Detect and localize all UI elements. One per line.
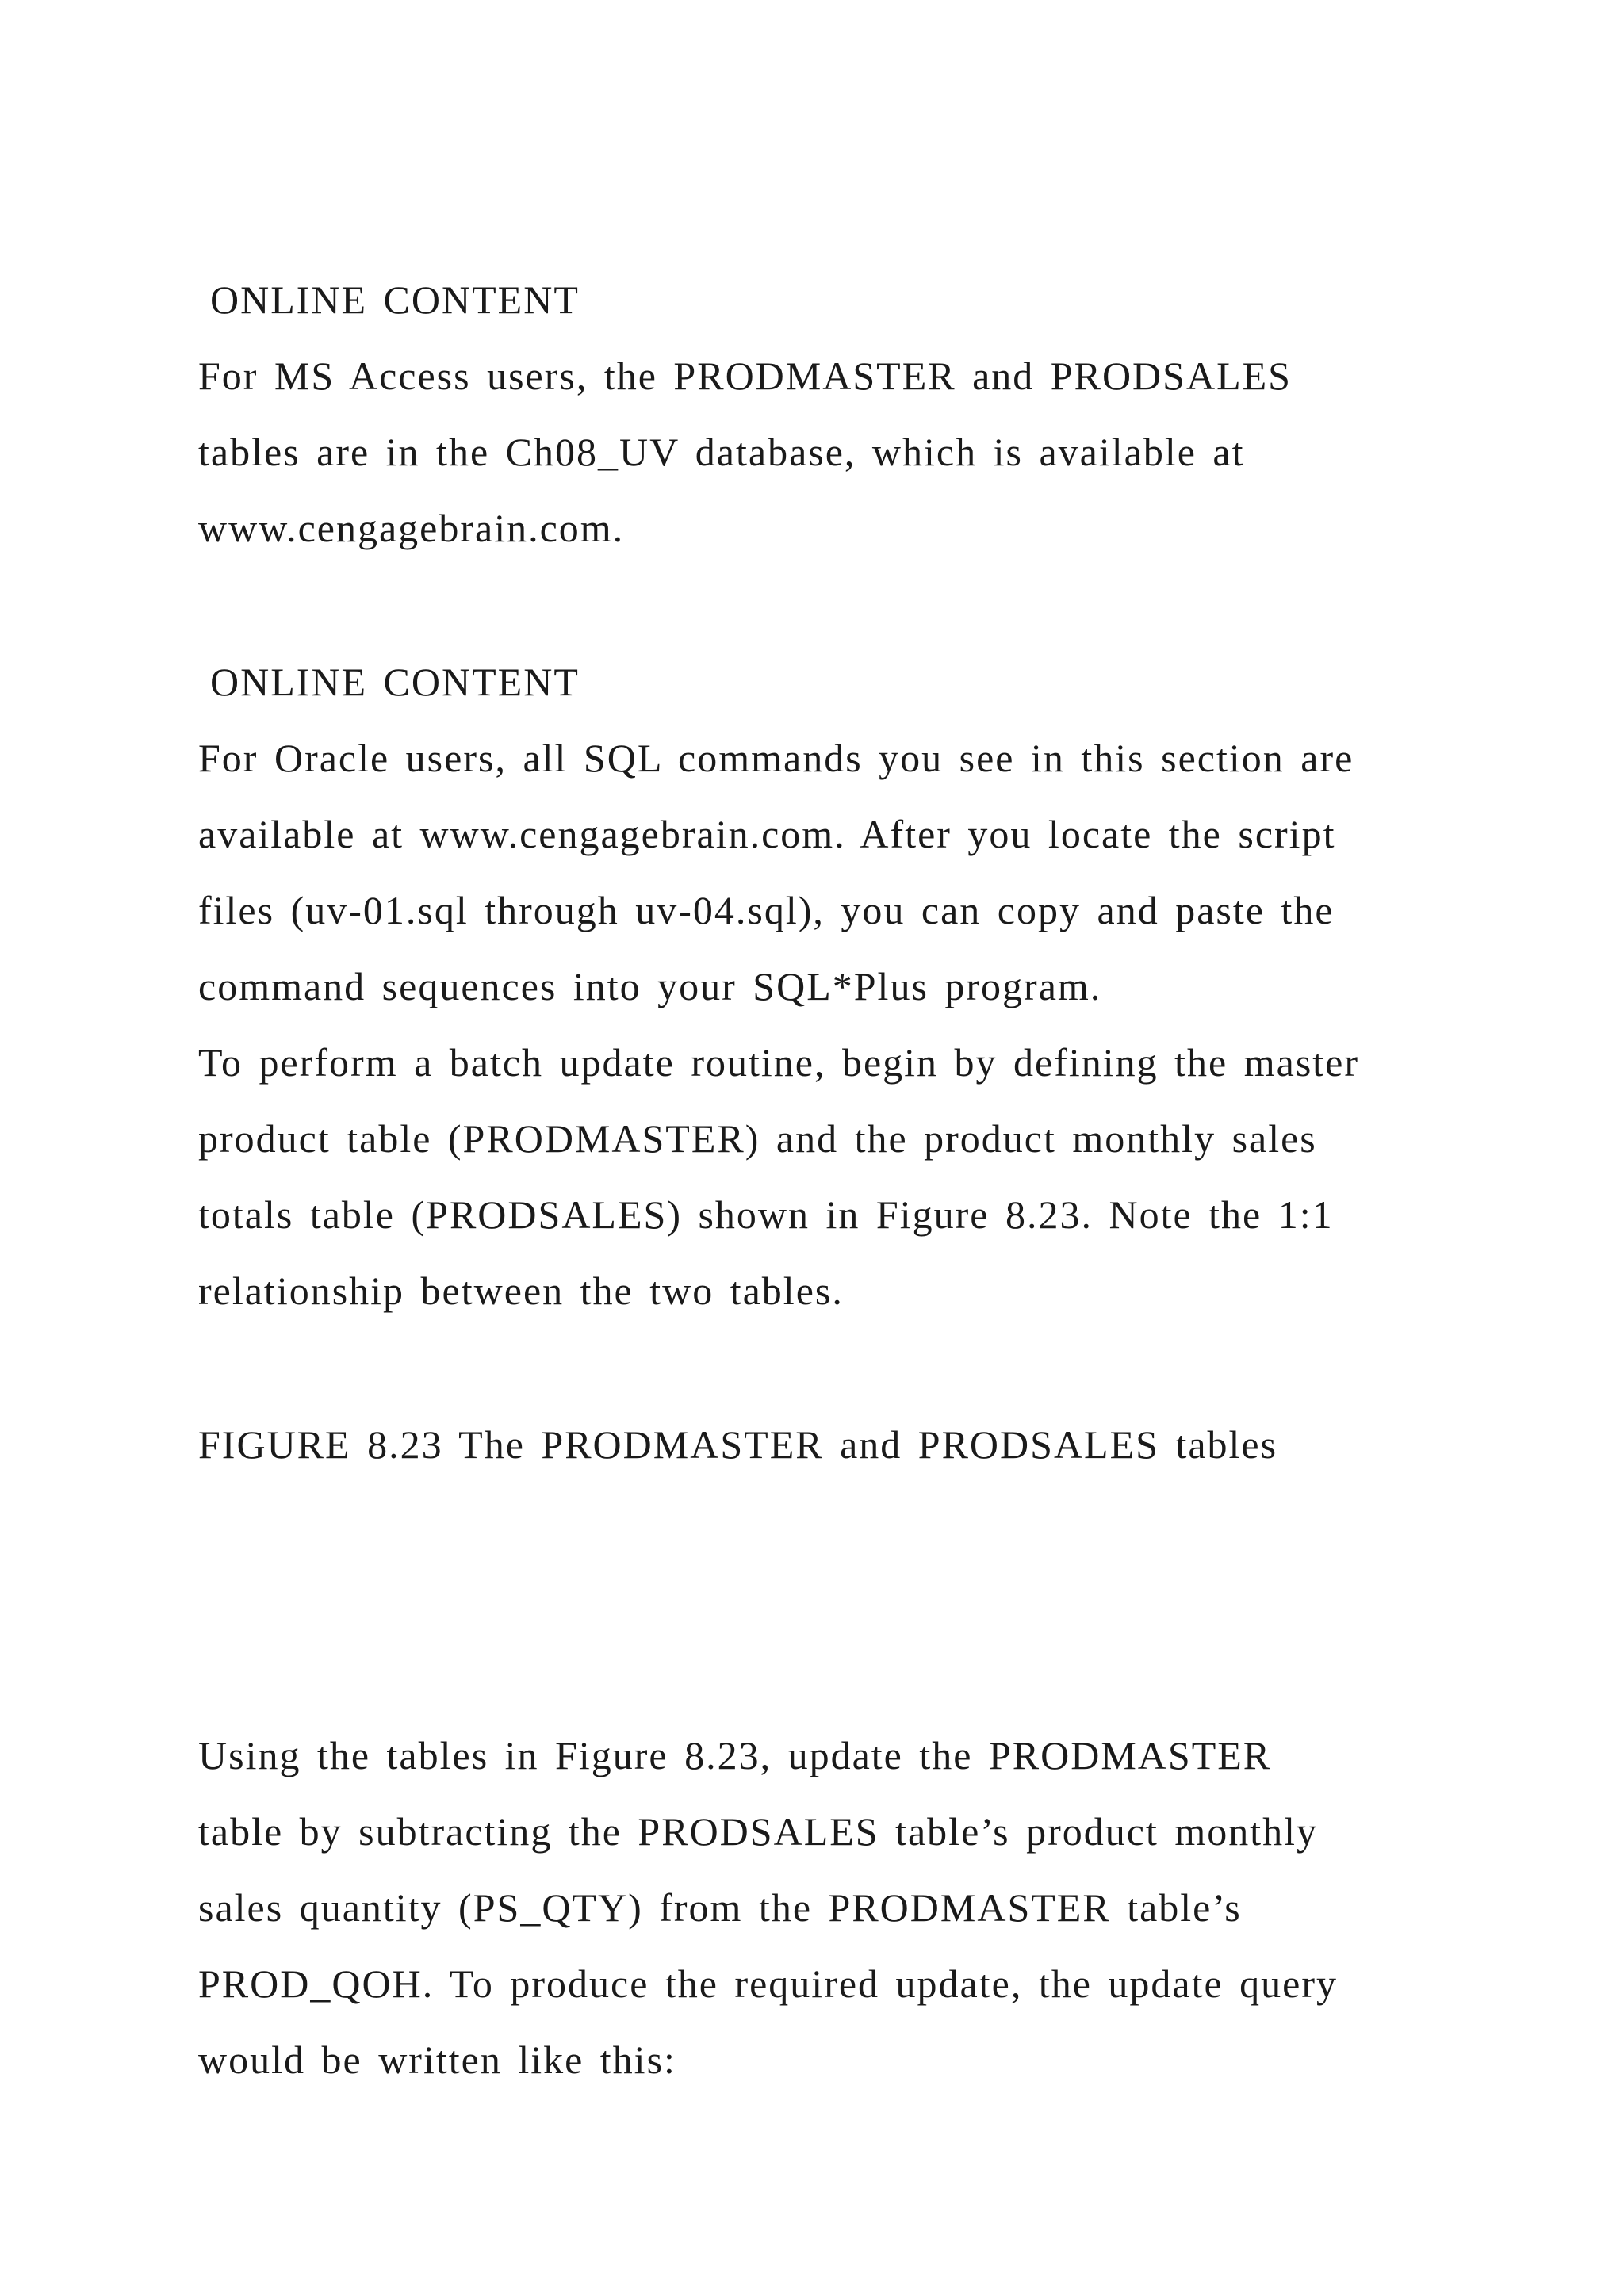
online-content-heading-1: ONLINE CONTENT <box>210 277 580 322</box>
figure-caption: FIGURE 8.23 The PRODMASTER and PRODSALES tables <box>198 1422 1278 1467</box>
paragraph1-line-4: relationship between the two tables. <box>198 1269 844 1313</box>
paragraph1-line-2: product table (PRODMASTER) and the product monthly sales <box>198 1116 1317 1161</box>
paragraph2-line-4: PROD_QOH. To produce the required update, the update query <box>198 1961 1339 2006</box>
paragraph1-line-1: To perform a batch update routine, begin by defining the master <box>198 1040 1360 1085</box>
section2-line-3: files (uv-01.sql through uv-04.sql), you can copy and paste the <box>198 888 1335 932</box>
section2-line-4: command sequences into your SQL*Plus program. <box>198 964 1102 1008</box>
paragraph2-line-5: would be written like this: <box>198 2038 676 2082</box>
section1-line-1: For MS Access users, the PRODMASTER and PRODSALES <box>198 354 1292 398</box>
paragraph2-line-1: Using the tables in Figure 8.23, update the PRODMASTER <box>198 1733 1272 1777</box>
section2-line-2: available at www.cengagebrain.com. After you locate the script <box>198 812 1336 856</box>
section1-line-3: www.cengagebrain.com. <box>198 506 625 550</box>
paragraph2-line-2: table by subtracting the PRODSALES table’s product monthly <box>198 1809 1319 1854</box>
paragraph2-line-3: sales quantity (PS_QTY) from the PRODMASTER table’s <box>198 1885 1242 1930</box>
paragraph1-line-3: totals table (PRODSALES) shown in Figure 8.23. Note the 1:1 <box>198 1192 1334 1237</box>
section2-line-1: For Oracle users, all SQL commands you see in this section are <box>198 736 1354 780</box>
online-content-heading-2: ONLINE CONTENT <box>210 660 580 704</box>
section1-line-2: tables are in the Ch08_UV database, which is available at <box>198 430 1245 474</box>
